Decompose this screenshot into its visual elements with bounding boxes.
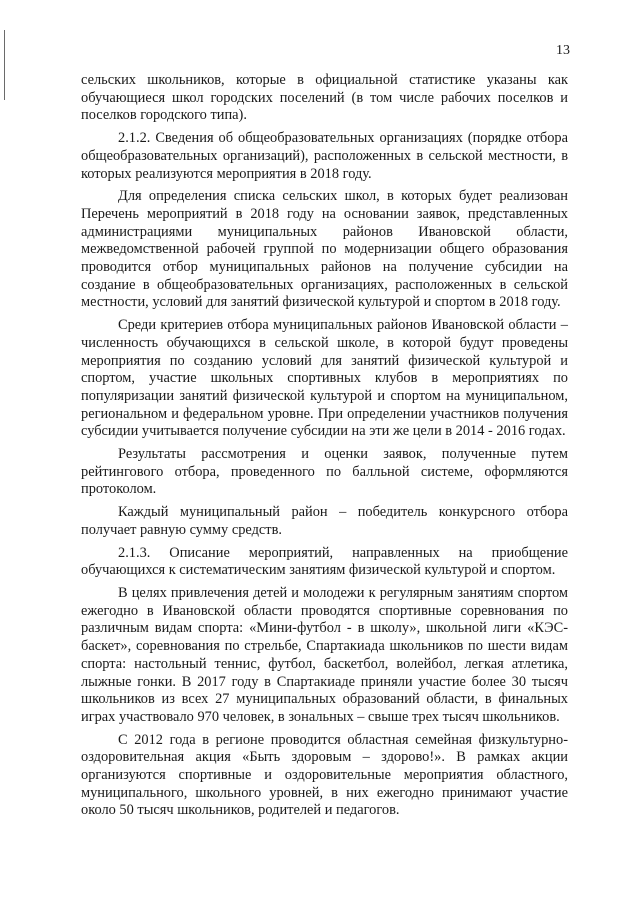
paragraph-rural-students: сельских школьников, которые в официальной статистике указаны как обучающиеся школ городских поселений (в том числе рабочих поселков и поселков городского типа).: [81, 72, 568, 124]
paragraph-selection-procedure: Для определения списка сельских школ, в которых будет реализован Перечень мероприятий в 2018 году на основании заявок, представленных администрациями муниципальных районов Ивановской области, межведомственной рабочей группой по модернизации общего образования проводится отбор муниципальных районов на получение субсидии на создание в общеобразовательных организациях, расположенных в сельской местности, условий для занятий физической культурой и спортом в 2018 году.: [81, 188, 568, 311]
paragraph-sports-events: В целях привлечения детей и молодежи к регулярным занятиям спортом ежегодно в Ивановской области проводятся спортивные соревнования по различным видам спорта: «Мини-футбол - в школу», школьной лиги «КЭС-баскет», соревнования по стрельбе, Спартакиада школьников по шести видам спорта: настольный теннис, футбол, баскетбол, волейбол, легкая атлетика, лыжные гонки. В 2017 году в Спартакиаде приняли участие более 30 тысяч школьников из всех 27 муниципальных образований области, в финальных играх участвовало 970 человек, в зональных – свыше трех тысяч школьников.: [81, 584, 568, 725]
page-number: 13: [556, 43, 570, 58]
paragraph-section-2-1-3: 2.1.3. Описание мероприятий, направленных на приобщение обучающихся к систематическим занятиям физической культурой и спортом.: [81, 544, 568, 579]
paragraph-selection-criteria: Среди критериев отбора муниципальных районов Ивановской области – численность обучающихся в сельской школе, в которой будут проведены мероприятия по созданию условий для занятий физической культурой и спортом, участие школьных спортивных клубов в мероприятиях по популяризации занятий физической культурой и спортом на муниципальном, региональном и федеральном уровне. При определении участников получения субсидии учитывается получение субсидии на эти же цели в 2014 - 2016 годах.: [81, 317, 568, 440]
paragraph-section-2-1-2: 2.1.2. Сведения об общеобразовательных организациях (порядке отбора общеобразовательных организаций), расположенных в сельской местности, в которых реализуются мероприятия в 2018 году.: [81, 130, 568, 182]
paragraph-results: Результаты рассмотрения и оценки заявок, полученные путем рейтингового отбора, проведенного по балльной системе, оформляются протоколом.: [81, 446, 568, 498]
paragraph-family-campaign: С 2012 года в регионе проводится областная семейная физкультурно-оздоровительная акция «Быть здоровым – здорово!». В рамках акции организуются спортивные и оздоровительные мероприятия областного, муниципального, школьного уровней, в них ежегодно принимают участие около 50 тысяч школьников, родителей и педагогов.: [81, 731, 568, 819]
margin-line: [4, 30, 5, 100]
document-body: [81, 72, 568, 825]
paragraph-winner-funding: Каждый муниципальный район – победитель конкурсного отбора получает равную сумму средств.: [81, 504, 568, 538]
